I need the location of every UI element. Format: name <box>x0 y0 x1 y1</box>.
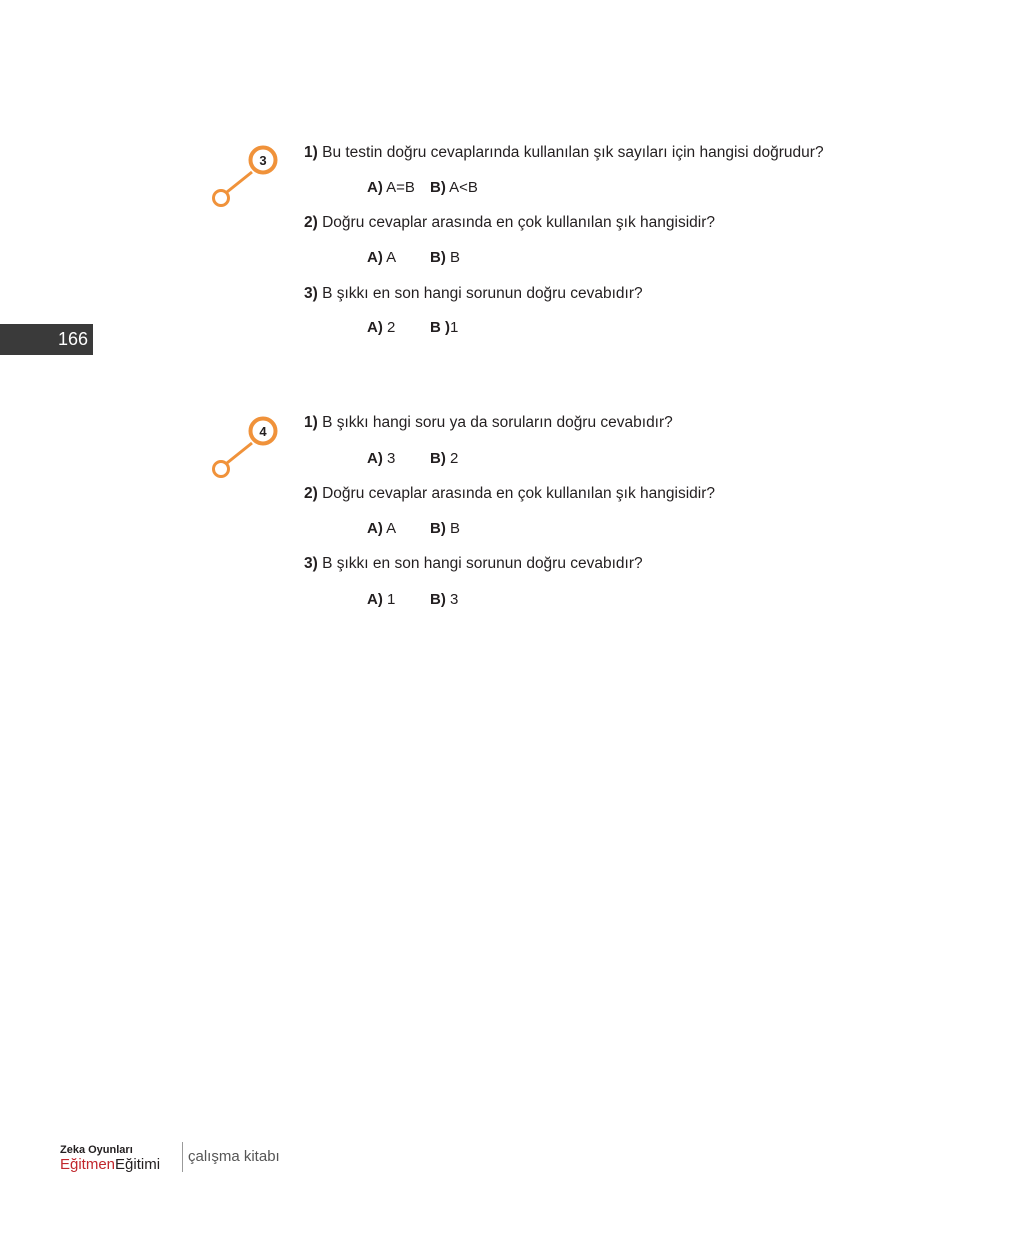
question-2 <box>304 484 715 504</box>
brand-red-word: Eğitmen <box>60 1156 116 1173</box>
question-number: 1) <box>304 144 318 161</box>
question-text: Doğru cevaplar arasında en çok kullanılan şık hangisidir? <box>322 485 715 502</box>
option-b: B) 2 <box>430 450 459 467</box>
question-number: 2) <box>304 485 318 502</box>
question-1 <box>304 413 673 433</box>
brand-title: Zeka Oyunları <box>60 1144 133 1156</box>
option-b: B) B <box>430 249 461 266</box>
option-a: A) 2 <box>367 319 396 336</box>
brand-dark-word: Eğitimi <box>115 1156 161 1173</box>
question-text: Doğru cevaplar arasında en çok kullanılan şık hangisidir? <box>322 214 715 231</box>
footer-subtitle: çalışma kitabı <box>188 1148 280 1165</box>
section-marker-4 <box>208 414 288 484</box>
option-a: A) A <box>367 249 397 266</box>
footer-divider <box>182 1142 183 1172</box>
question-text: Bu testin doğru cevaplarında kullanılan şık sayıları için hangisi doğrudur? <box>322 144 824 161</box>
option-a: A) 1 <box>367 591 396 608</box>
question-text: B şıkkı en son hangi sorunun doğru cevabıdır? <box>322 555 643 572</box>
question-text: B şıkkı en son hangi sorunun doğru cevabıdır? <box>322 285 643 302</box>
marker-pin-icon <box>208 414 288 484</box>
brand-logo-text <box>60 1156 160 1173</box>
question-number: 1) <box>304 414 318 431</box>
section-marker-number: 4 <box>259 424 267 439</box>
question-2 <box>304 213 715 233</box>
question-text: B şıkkı hangi soru ya da soruların doğru cevabıdır? <box>322 414 673 431</box>
option-b: B) A<B <box>430 179 478 196</box>
page-number: 166 <box>0 324 93 355</box>
question-number: 3) <box>304 555 318 572</box>
section-marker-3 <box>208 143 288 213</box>
option-b: B) B <box>430 520 461 537</box>
option-a: A) 3 <box>367 450 396 467</box>
question-3 <box>304 554 643 574</box>
question-number: 2) <box>304 214 318 231</box>
question-3 <box>304 284 643 304</box>
marker-pin-icon <box>208 143 288 213</box>
option-a: A) A=B <box>367 179 415 196</box>
option-b: B )1 <box>430 319 459 336</box>
option-b: B) 3 <box>430 591 459 608</box>
question-number: 3) <box>304 285 318 302</box>
footer <box>60 1140 320 1180</box>
section-marker-number: 3 <box>259 153 267 168</box>
question-1 <box>304 143 824 163</box>
option-a: A) A <box>367 520 397 537</box>
